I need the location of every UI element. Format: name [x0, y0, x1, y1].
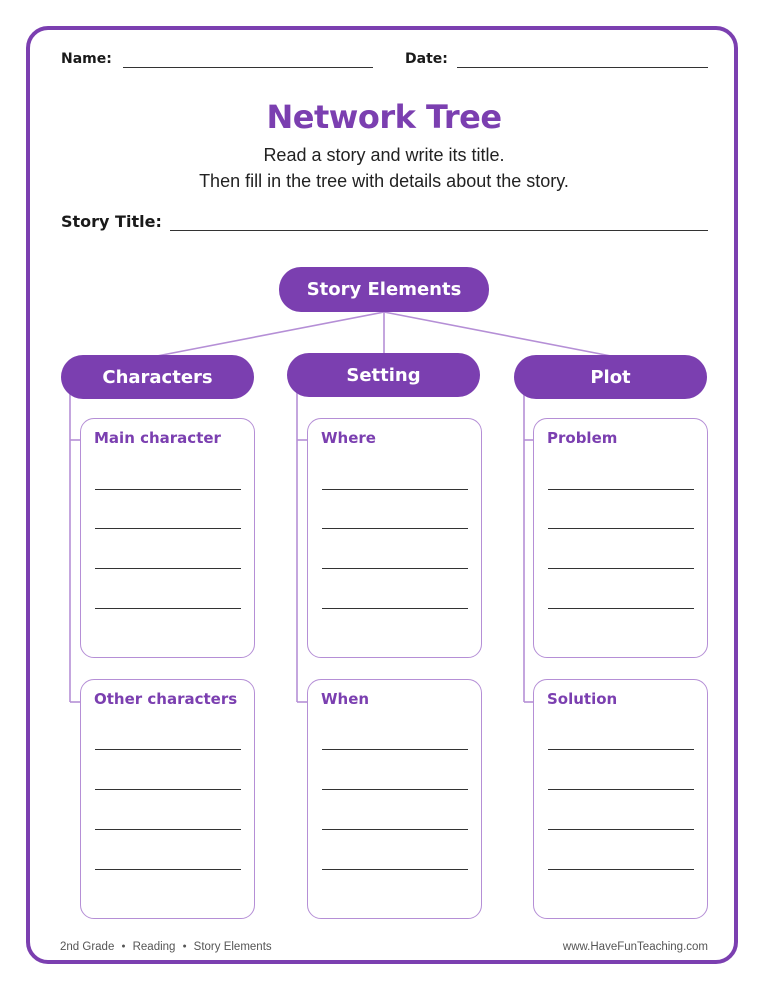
box-label: Solution — [547, 690, 618, 708]
box-solution[interactable] — [533, 679, 708, 919]
footer-tags — [60, 941, 272, 953]
footer-topic: Story Elements — [193, 941, 272, 953]
write-line[interactable] — [548, 749, 694, 750]
write-line[interactable] — [322, 749, 468, 750]
write-line[interactable] — [322, 789, 468, 790]
write-line[interactable] — [548, 829, 694, 830]
root-node-story-elements: Story Elements — [279, 267, 489, 312]
footer-website[interactable]: www.HaveFunTeaching.com — [562, 941, 708, 953]
bullet-icon: ● — [182, 943, 187, 950]
write-line[interactable] — [548, 869, 694, 870]
write-line[interactable] — [95, 869, 241, 870]
write-line[interactable] — [548, 489, 694, 490]
date-label: Date: — [405, 51, 448, 67]
category-setting: Setting — [287, 353, 480, 397]
footer-grade: 2nd Grade — [60, 941, 115, 953]
write-line[interactable] — [322, 829, 468, 830]
write-line[interactable] — [322, 608, 468, 609]
instruction-line-1: Read a story and write its title. — [263, 145, 505, 165]
box-other-characters[interactable] — [80, 679, 255, 919]
story-title-label: Story Title: — [61, 212, 162, 231]
name-label: Name: — [61, 51, 112, 67]
write-line[interactable] — [548, 528, 694, 529]
write-line[interactable] — [95, 749, 241, 750]
box-where[interactable] — [307, 418, 482, 658]
instruction-line-2: Then fill in the tree with details about the story. — [199, 171, 569, 191]
write-line[interactable] — [322, 869, 468, 870]
box-label: When — [321, 690, 370, 708]
box-label: Where — [321, 429, 376, 447]
box-problem[interactable] — [533, 418, 708, 658]
box-when[interactable] — [307, 679, 482, 919]
write-line[interactable] — [95, 568, 241, 569]
write-line[interactable] — [322, 568, 468, 569]
footer-subject: Reading — [132, 941, 176, 953]
category-plot: Plot — [514, 355, 707, 399]
write-line[interactable] — [95, 489, 241, 490]
write-line[interactable] — [95, 608, 241, 609]
box-label: Main character — [94, 429, 221, 447]
write-line[interactable] — [95, 829, 241, 830]
write-line[interactable] — [95, 789, 241, 790]
write-line[interactable] — [95, 528, 241, 529]
write-line[interactable] — [548, 789, 694, 790]
page-title: Network Tree — [266, 98, 502, 136]
box-label: Problem — [547, 429, 618, 447]
write-line[interactable] — [548, 608, 694, 609]
write-line[interactable] — [548, 568, 694, 569]
write-line[interactable] — [322, 489, 468, 490]
box-main-character[interactable] — [80, 418, 255, 658]
category-characters: Characters — [61, 355, 254, 399]
write-line[interactable] — [322, 528, 468, 529]
box-label: Other characters — [94, 690, 238, 708]
bullet-icon: ● — [121, 943, 126, 950]
